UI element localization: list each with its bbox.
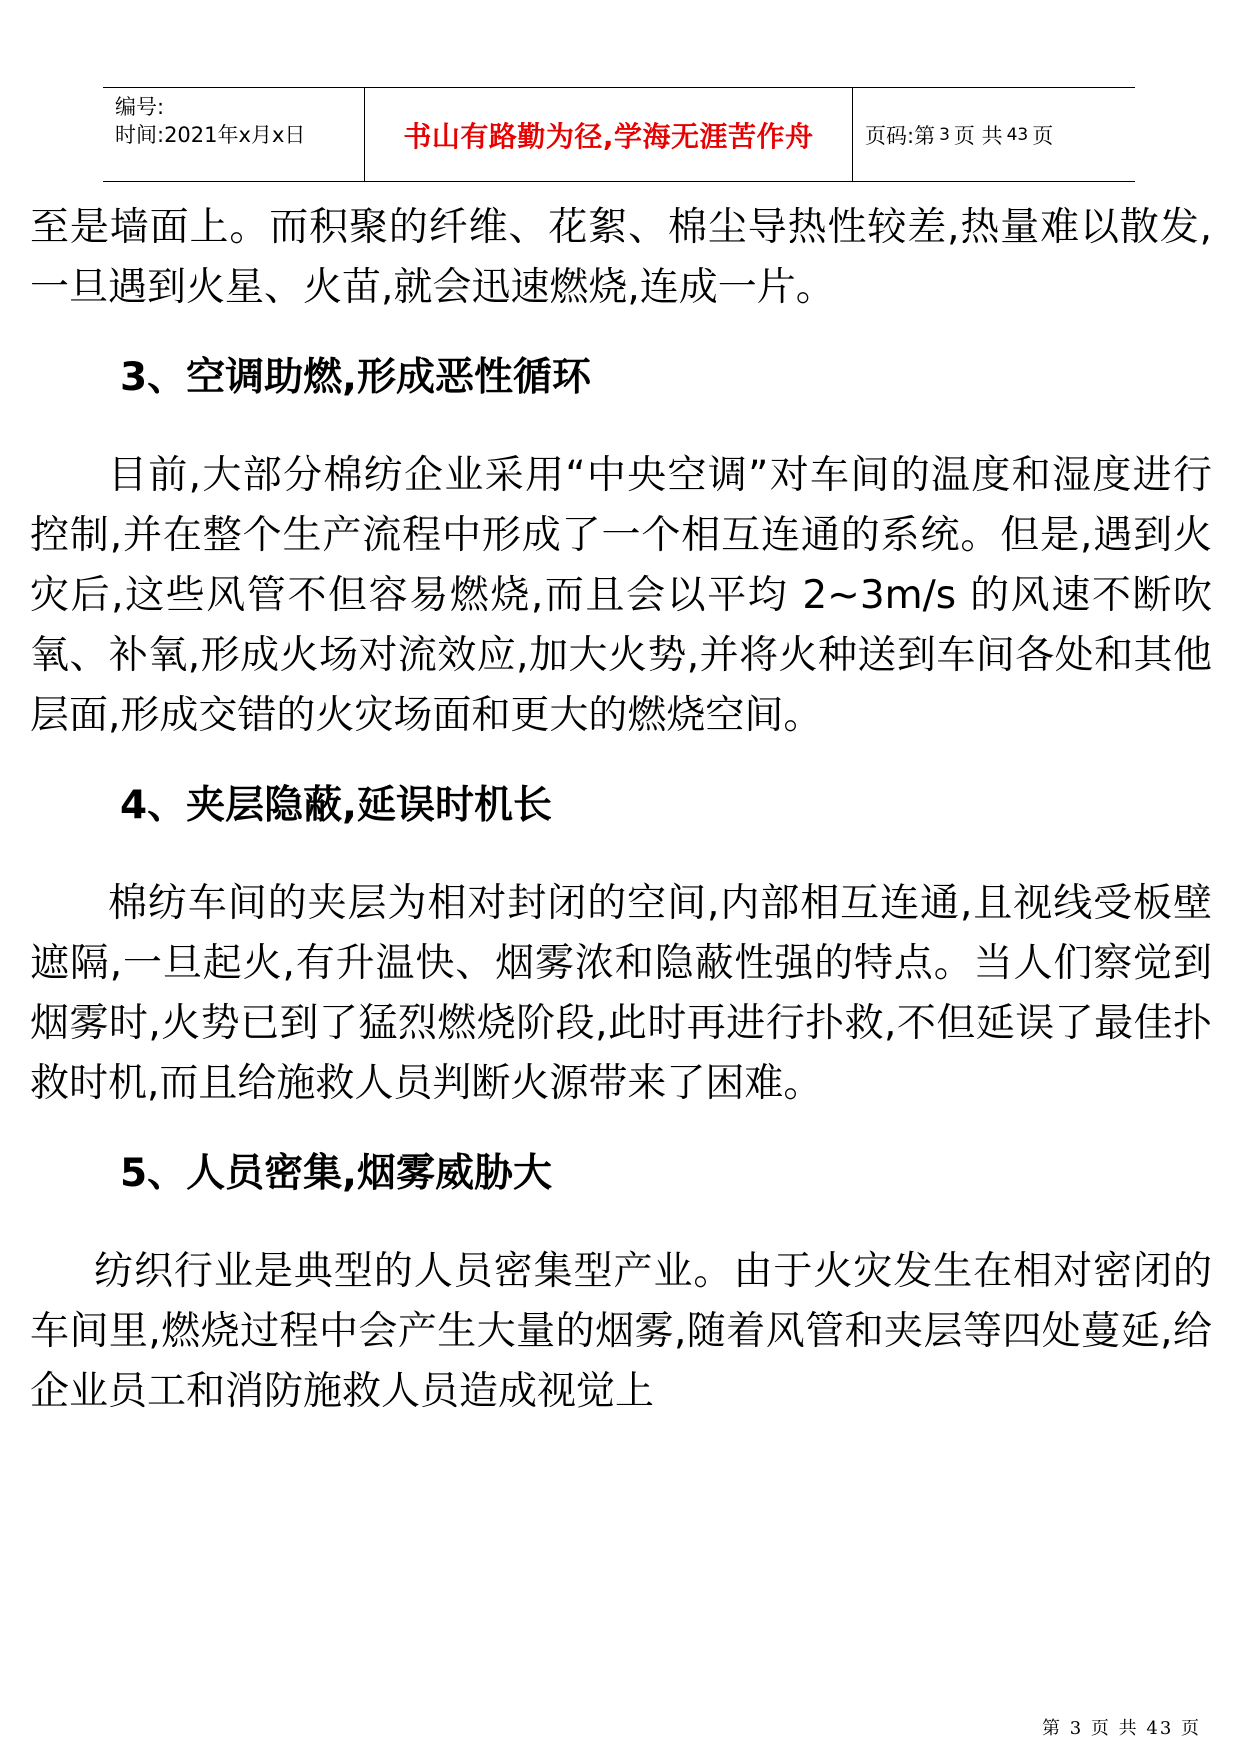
motto-text: 书山有路勤为径,学海无涯苦作舟 [403, 119, 814, 153]
paragraph-section-5: 纺织行业是典型的人员密集型产业。由于火灾发生在相对密闭的车间里,燃烧过程中会产生大量的烟雾,随着风管和夹层等四处蔓延,给企业员工和消防施救人员造成视觉上 [30, 1249, 1212, 1414]
page-footer: 第 3 页 共 43 页 [1042, 1718, 1201, 1739]
page-header [103, 87, 1135, 182]
header-meta-cell [103, 88, 365, 181]
paragraph-intro: 至是墙面上。而积聚的纤维、花絮、棉尘导热性较差,热量难以散发,一旦遇到火星、火苗,就会迅速燃烧,连成一片。 [30, 205, 1212, 310]
page-label-prefix: 页码:第 [865, 123, 936, 148]
section-heading-4: 4、夹层隐蔽,延误时机长 [120, 783, 552, 828]
page-label-suffix: 页 [1032, 123, 1054, 148]
header-motto-cell [365, 88, 853, 181]
page-label-mid: 页 共 [953, 123, 1003, 148]
document-body [30, 198, 1212, 1422]
page-current: 3 [939, 124, 950, 145]
paragraph-section-3: 目前,大部分棉纺企业采用“中央空调”对车间的温度和湿度进行控制,并在整个生产流程中形成了一个相互连通的系统。但是,遇到火灾后,这些风管不但容易燃烧,而且会以平均 2~3m/s 的风速不断吹氧、补氧,形成火场对流效应,加大火势,并将火种送到车间各处和其他层面,形成交错的火灾场面和更大的燃烧空间。 [30, 453, 1212, 738]
doc-number-label: 编号: [115, 95, 165, 119]
paragraph-section-4: 棉纺车间的夹层为相对封闭的空间,内部相互连通,且视线受板壁遮隔,一旦起火,有升温快、烟雾浓和隐蔽性强的特点。当人们察觉到烟雾时,火势已到了猛烈燃烧阶段,此时再进行扑救,不但延误了最佳扑救时机,而且给施救人员判断火源带来了困难。 [30, 881, 1212, 1106]
section-heading-3: 3、空调助燃,形成恶性循环 [120, 355, 591, 400]
header-page-cell [853, 88, 1135, 181]
time-label: 时间:2021年x月x日 [115, 123, 306, 147]
page-total: 43 [1006, 124, 1029, 145]
section-heading-5: 5、人员密集,烟雾威胁大 [120, 1151, 552, 1196]
